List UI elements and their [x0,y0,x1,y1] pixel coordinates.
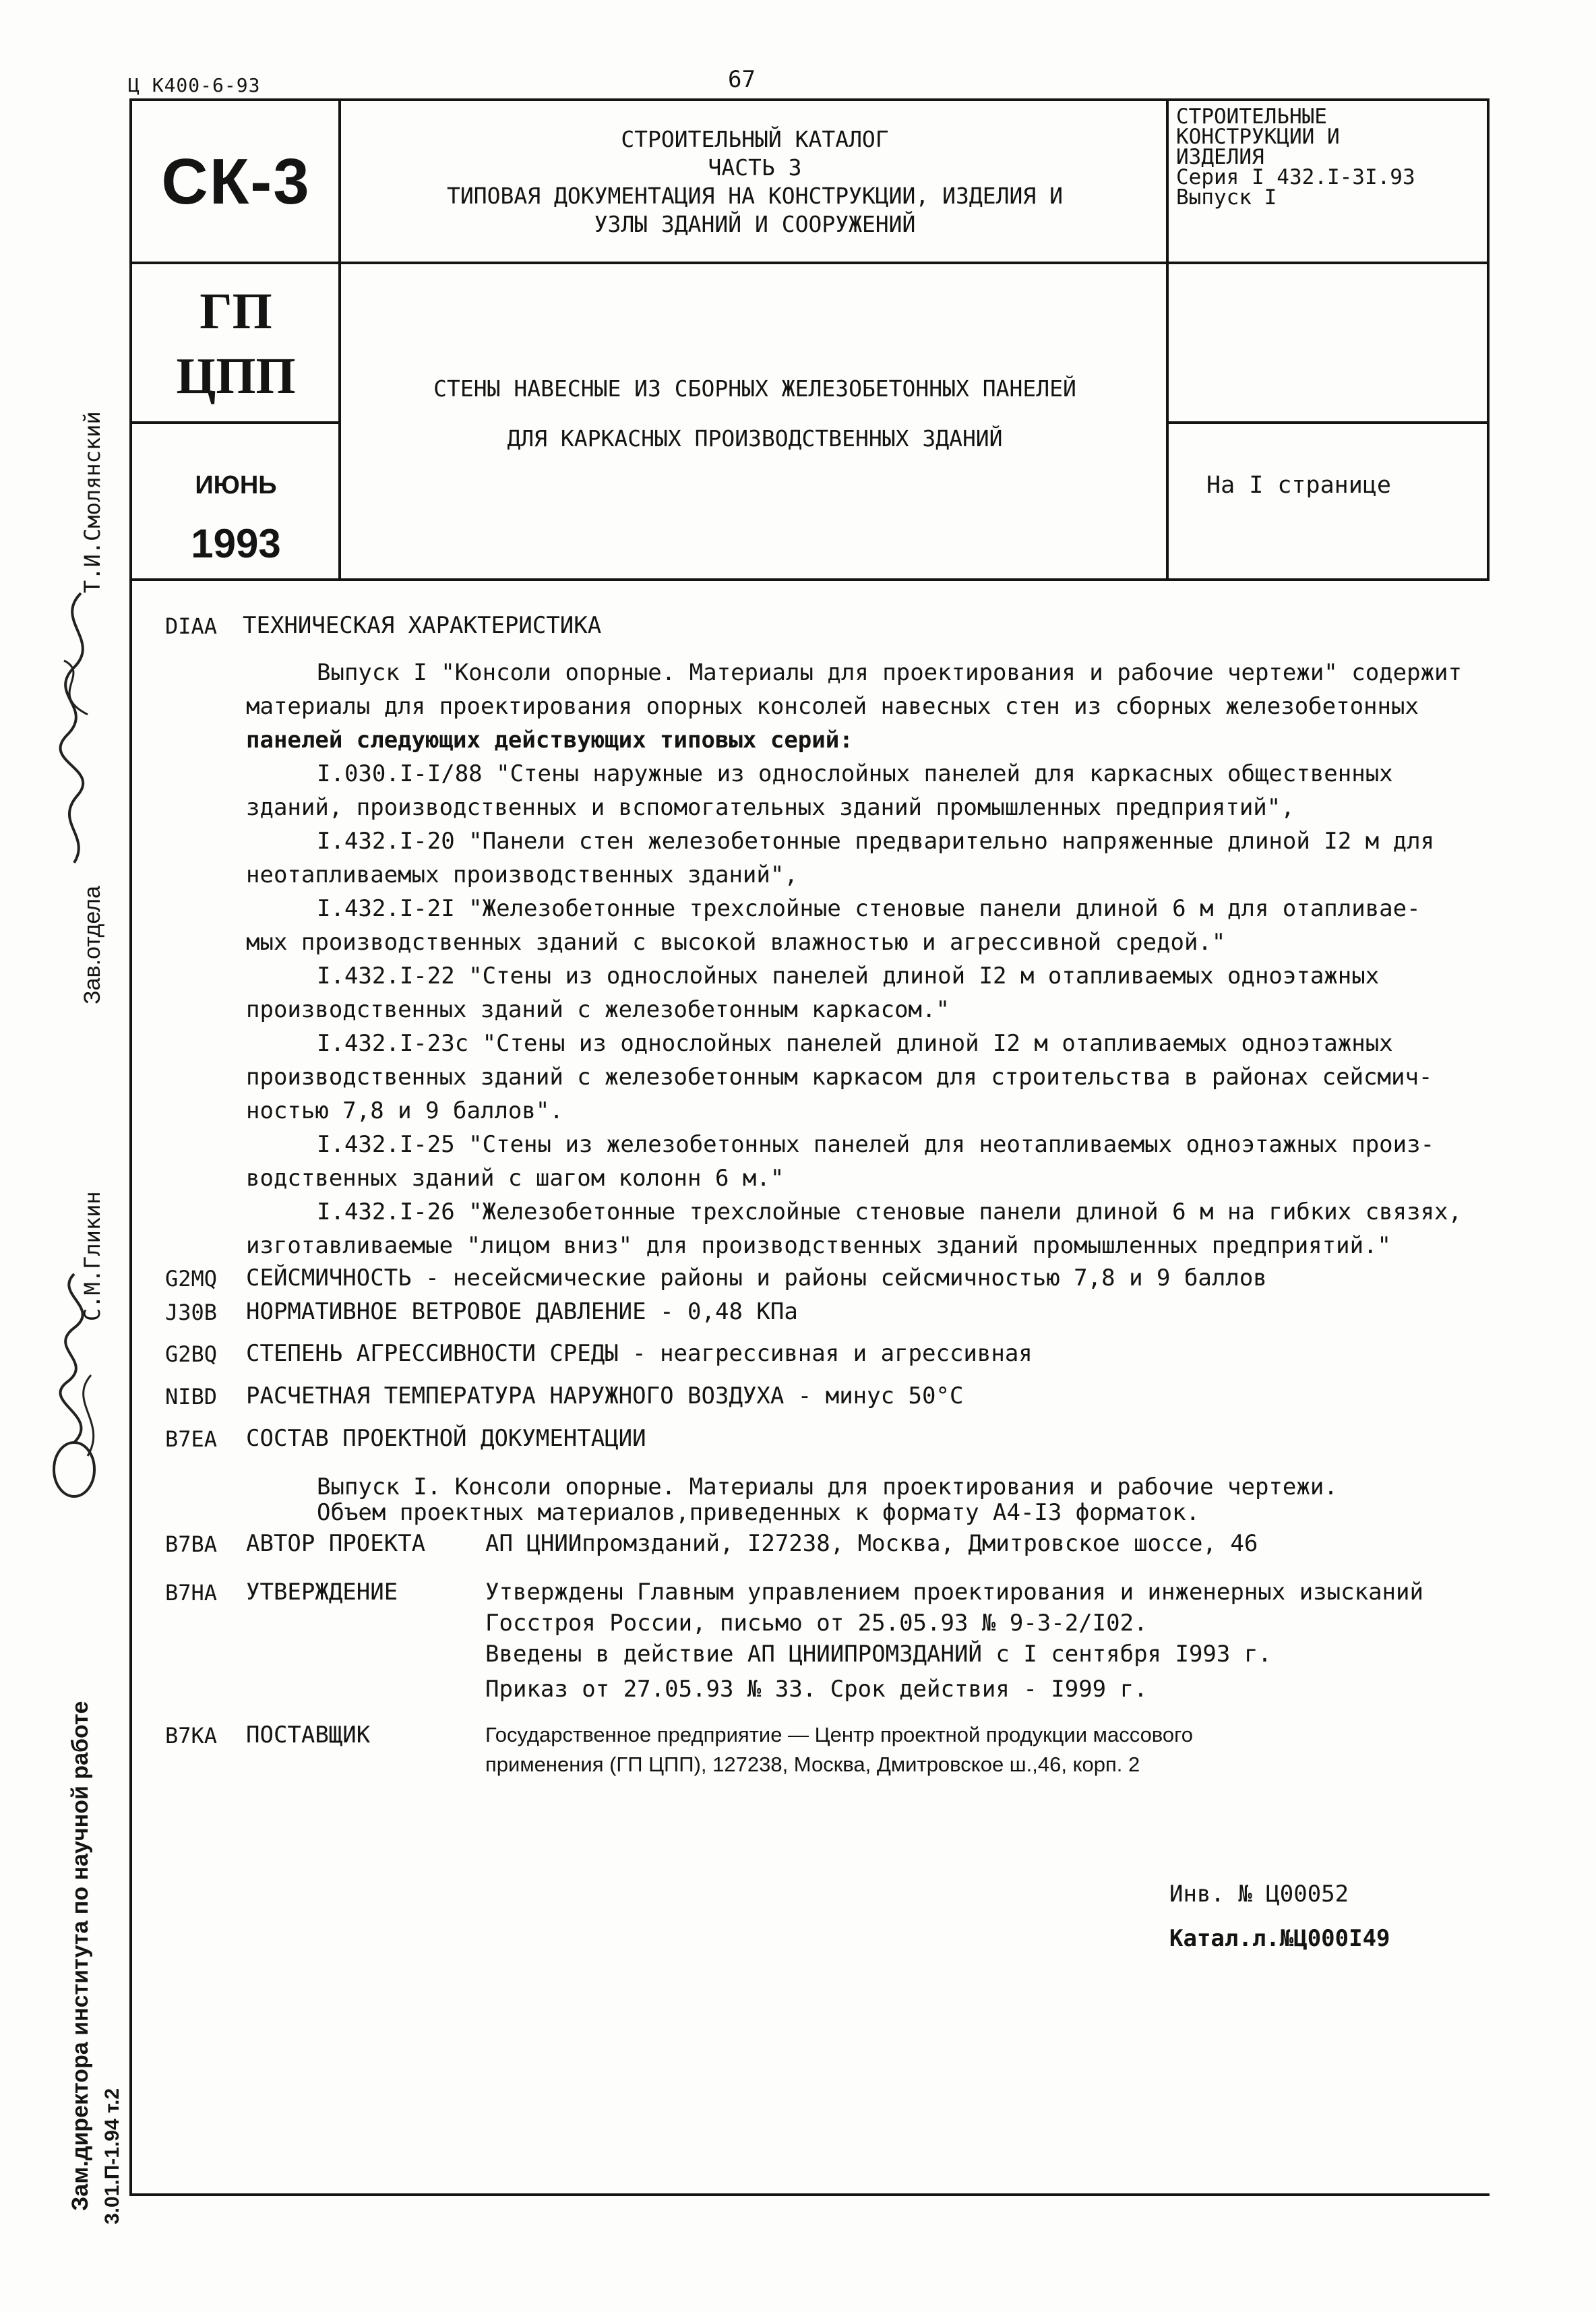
field-label-author: АВТОР ПРОЕКТА [246,1530,426,1557]
issue-month: ИЮНЬ [195,471,277,499]
catalog-line: ЧАСТЬ 3 [708,154,802,181]
signature-strokes [27,580,115,1591]
field-aggressiveness: СТЕПЕНЬ АГРЕССИВНОСТИ СРЕДЫ - неагрессивная и агрессивная [246,1340,1033,1367]
pages-note: На I странице [1206,472,1391,499]
documentation-line: Объем проектных материалов,приведенных к формату А4-I3 форматок. [317,1499,1200,1526]
body-line: мых производственных зданий с высокой влажностью и агрессивной средой." [246,929,1226,956]
body-line: водственных зданий с шагом колонн 6 м." [246,1165,785,1192]
document-title [344,364,1166,464]
frame-line-2-left [129,421,338,424]
body-line: I.432.I-20 "Панели стен железобетонные предварительно напряженные длиной I2 м для [317,828,1435,855]
margin-document-number: 3.01.П-1.94 т.2 [101,2088,123,2224]
field-seismicity: СЕЙСМИЧНОСТЬ - несейсмические районы и районы сейсмичностью 7,8 и 9 баллов [246,1265,1267,1291]
margin-name-glikin: С.М.Гликин [80,1191,105,1321]
field-code: B7HA [165,1580,218,1606]
approval-line: Введены в действие АП ЦНИИПРОМЗДАНИЙ с I сентября I993 г. [485,1641,1272,1668]
catalog-heading [344,101,1166,263]
field-temperature: РАСЧЕТНАЯ ТЕМПЕРАТУРА НАРУЖНОГО ВОЗДУХА - минус 50°С [246,1382,964,1409]
series-line: КОНСТРУКЦИИ И [1176,125,1340,149]
issue-date [135,465,337,573]
page-number: 67 [728,66,756,93]
series-line: ИЗДЕЛИЯ [1176,145,1264,169]
approval-line: Госстроя России, письмо от 25.05.93 № 9-3-2/I02. [485,1610,1148,1637]
publisher-block [135,266,337,421]
section-code: DIAA [165,613,218,639]
field-author: АП ЦНИИпромзданий, I27238, Москва, Дмитровское шоссе, 46 [485,1530,1258,1557]
document-cipher: Ц К400-6-93 [128,74,261,96]
body-line: I.432.I-22 "Стены из однослойных панелей длиной I2 м отапливаемых одноэтажных [317,963,1380,990]
body-line: I.432.I-25 "Стены из железобетонных панелей для неотапливаемых одноэтажных произ- [317,1131,1435,1158]
publisher-line: ЦПП [176,348,296,404]
catalog-line: ТИПОВАЯ ДОКУМЕНТАЦИЯ НА КОНСТРУКЦИИ, ИЗДЕЛИЯ И [447,183,1063,209]
margin-director-label: Зам.директора института по научной работе [67,1701,93,2211]
approval-line: Приказ от 27.05.93 № 33. Срок действия - I999 г. [485,1676,1148,1703]
approval-line: Утверждены Главным управлением проектирования и инженерных изысканий [485,1579,1423,1606]
catalog-line: СТРОИТЕЛЬНЫЙ КАТАЛОГ [621,126,889,152]
frame-bottom-line [129,2193,1490,2196]
catalog-sheet-number: Катал.л.№Ц000I49 [1169,1925,1390,1952]
margin-head-label: Зав.отдела [80,886,105,1004]
field-label-approval: УТВЕРЖДЕНИЕ [246,1579,398,1606]
series-line: Выпуск I [1176,185,1277,210]
body-line: I.432.I-26 "Железобетонные трехслойные стеновые панели длиной 6 м на гибких связях, [317,1198,1462,1225]
issue-year: 1993 [191,521,281,566]
field-label-supplier: ПОСТАВЩИК [246,1722,371,1748]
documentation-line: Выпуск I. Консоли опорные. Материалы для проектирования и рабочие чертежи. [317,1473,1338,1500]
series-line: Серия I 432.I-3I.93 [1176,165,1415,189]
field-code: G2BQ [165,1341,218,1367]
frame-left-line [129,98,132,2195]
field-code: J30B [165,1300,218,1325]
body-line: панелей следующих действующих типовых серий: [246,727,853,754]
margin-name-smolyansky: Т.И.Смолянский [80,411,105,593]
field-code: NIBD [165,1384,218,1409]
field-wind-pressure: НОРМАТИВНОЕ ВЕТРОВОЕ ДАВЛЕНИЕ - 0,48 КПа [246,1298,798,1325]
inventory-number: Инв. № Ц00052 [1169,1881,1349,1908]
body-line: ностью 7,8 и 9 баллов". [246,1097,563,1124]
frame-divider-1 [338,98,341,580]
body-line: материалы для проектирования опорных консолей навесных стен из сборных железобетонных [246,693,1419,720]
series-info [1176,104,1486,210]
body-line: Выпуск I "Консоли опорные. Материалы для проектирования и рабочие чертежи" содержит [317,659,1462,686]
title-line: ДЛЯ КАРКАСНЫХ ПРОИЗВОДСТВЕННЫХ ЗДАНИЙ [507,425,1003,452]
body-line: изготавливаемые "лицом вниз" для производственных зданий промышленных предприятий." [246,1232,1391,1259]
frame-right-line [1487,98,1490,580]
body-line: I.030.I-I/88 "Стены наружные из однослойных панелей для каркасных общественных [317,760,1393,787]
title-line: СТЕНЫ НАВЕСНЫЕ ИЗ СБОРНЫХ ЖЕЛЕЗОБЕТОННЫХ ПАНЕЛЕЙ [433,375,1076,402]
catalog-line: УЗЛЫ ЗДАНИЙ И СООРУЖЕНИЙ [594,211,916,237]
field-code: B7KA [165,1723,218,1748]
body-line: I.432.I-23с "Стены из однослойных панелей длиной I2 м отапливаемых одноэтажных [317,1030,1393,1057]
body-line: I.432.I-2I "Железобетонные трехслойные стеновые панели длиной 6 м для отапливае- [317,895,1421,922]
field-code: B7EA [165,1426,218,1452]
field-documentation: СОСТАВ ПРОЕКТНОЙ ДОКУМЕНТАЦИИ [246,1425,646,1452]
body-line: производственных зданий с железобетонным каркасом для строительства в районах сейсмич- [246,1064,1433,1091]
publisher-line: ГП [200,283,272,340]
body-line: неотапливаемых производственных зданий", [246,861,798,888]
frame-divider-2 [1166,98,1169,580]
catalog-code: СК-3 [161,146,311,218]
field-code: G2MQ [165,1266,218,1291]
field-code: B7BA [165,1531,218,1557]
supplier-line: Государственное предприятие — Центр проектной продукции массового [485,1723,1194,1746]
section-title: ТЕХНИЧЕСКАЯ ХАРАКТЕРИСТИКА [243,612,602,639]
frame-line-3 [129,578,1490,581]
body-line: зданий, производственных и вспомогательных зданий промышленных предприятий", [246,794,1295,821]
frame-line-2-right [1166,421,1490,424]
body-line: производственных зданий с железобетонным каркасом." [246,996,950,1023]
series-line: СТРОИТЕЛЬНЫЕ [1176,104,1327,129]
supplier-line: применения (ГП ЦПП), 127238, Москва, Дмитровское ш.,46, корп. 2 [485,1753,1140,1776]
